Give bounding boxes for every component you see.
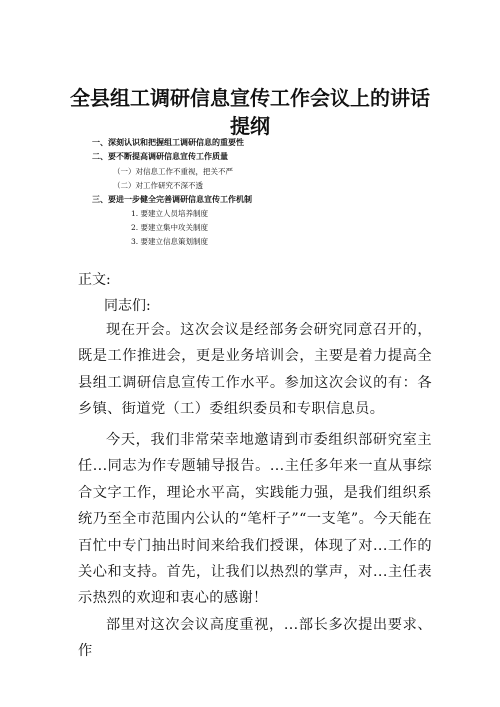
paragraph: 现在开会。这次会议是经部务会研究同意召开的，既是工作推进会，更是业务培训会，主要是着力提高全县组工调研信息宣传工作水平。参加这次会议的有：各乡镇、街道党（工）委组织委员和专职信息员。 xyxy=(78,322,432,418)
paragraph: 今天，我们非常荣幸地邀请到市委组织部研究室主任...同志为作专题辅导报告。...主任多年来一直从事综合文字工作，理论水平高，实践能力强，是我们组织系统乃至全市范围内公认的“笔杆子”“一支笔”。今天能在百忙中专门抽出时间来给我们授课，体现了对...工作的关心和支持。首先，让我们以热烈的掌声，对...主任表示热烈的欢迎和衷心的感谢！ xyxy=(78,432,432,607)
greeting: 同志们: xyxy=(104,298,151,314)
outline-item: 二、要不断提高调研信息宣传工作质量 xyxy=(92,152,228,161)
outline-item: 三、要进一步健全完善调研信息宣传工作机制 xyxy=(92,195,252,204)
paragraph: 部里对这次会议高度重视，...部长多次提出要求、作 xyxy=(78,617,432,660)
outline-item: 1. 要建立人员培养制度 xyxy=(131,209,209,218)
outline-item: 一、深刻认识和把握组工调研信息的重要性 xyxy=(92,138,244,147)
outline-item: （二）对工作研究不深不透 xyxy=(113,181,203,190)
document-title-continued: 提纲 xyxy=(230,114,270,138)
outline-item: （一）对信息工作不重视，把关不严 xyxy=(113,167,233,176)
outline-item: 2. 要建立集中攻关制度 xyxy=(131,223,209,232)
body-label: 正文: xyxy=(78,272,111,288)
outline-item: 3. 要建立信息策划制度 xyxy=(131,237,209,246)
document-title: 全县组工调研信息宣传工作会议上的讲话 xyxy=(70,86,430,110)
